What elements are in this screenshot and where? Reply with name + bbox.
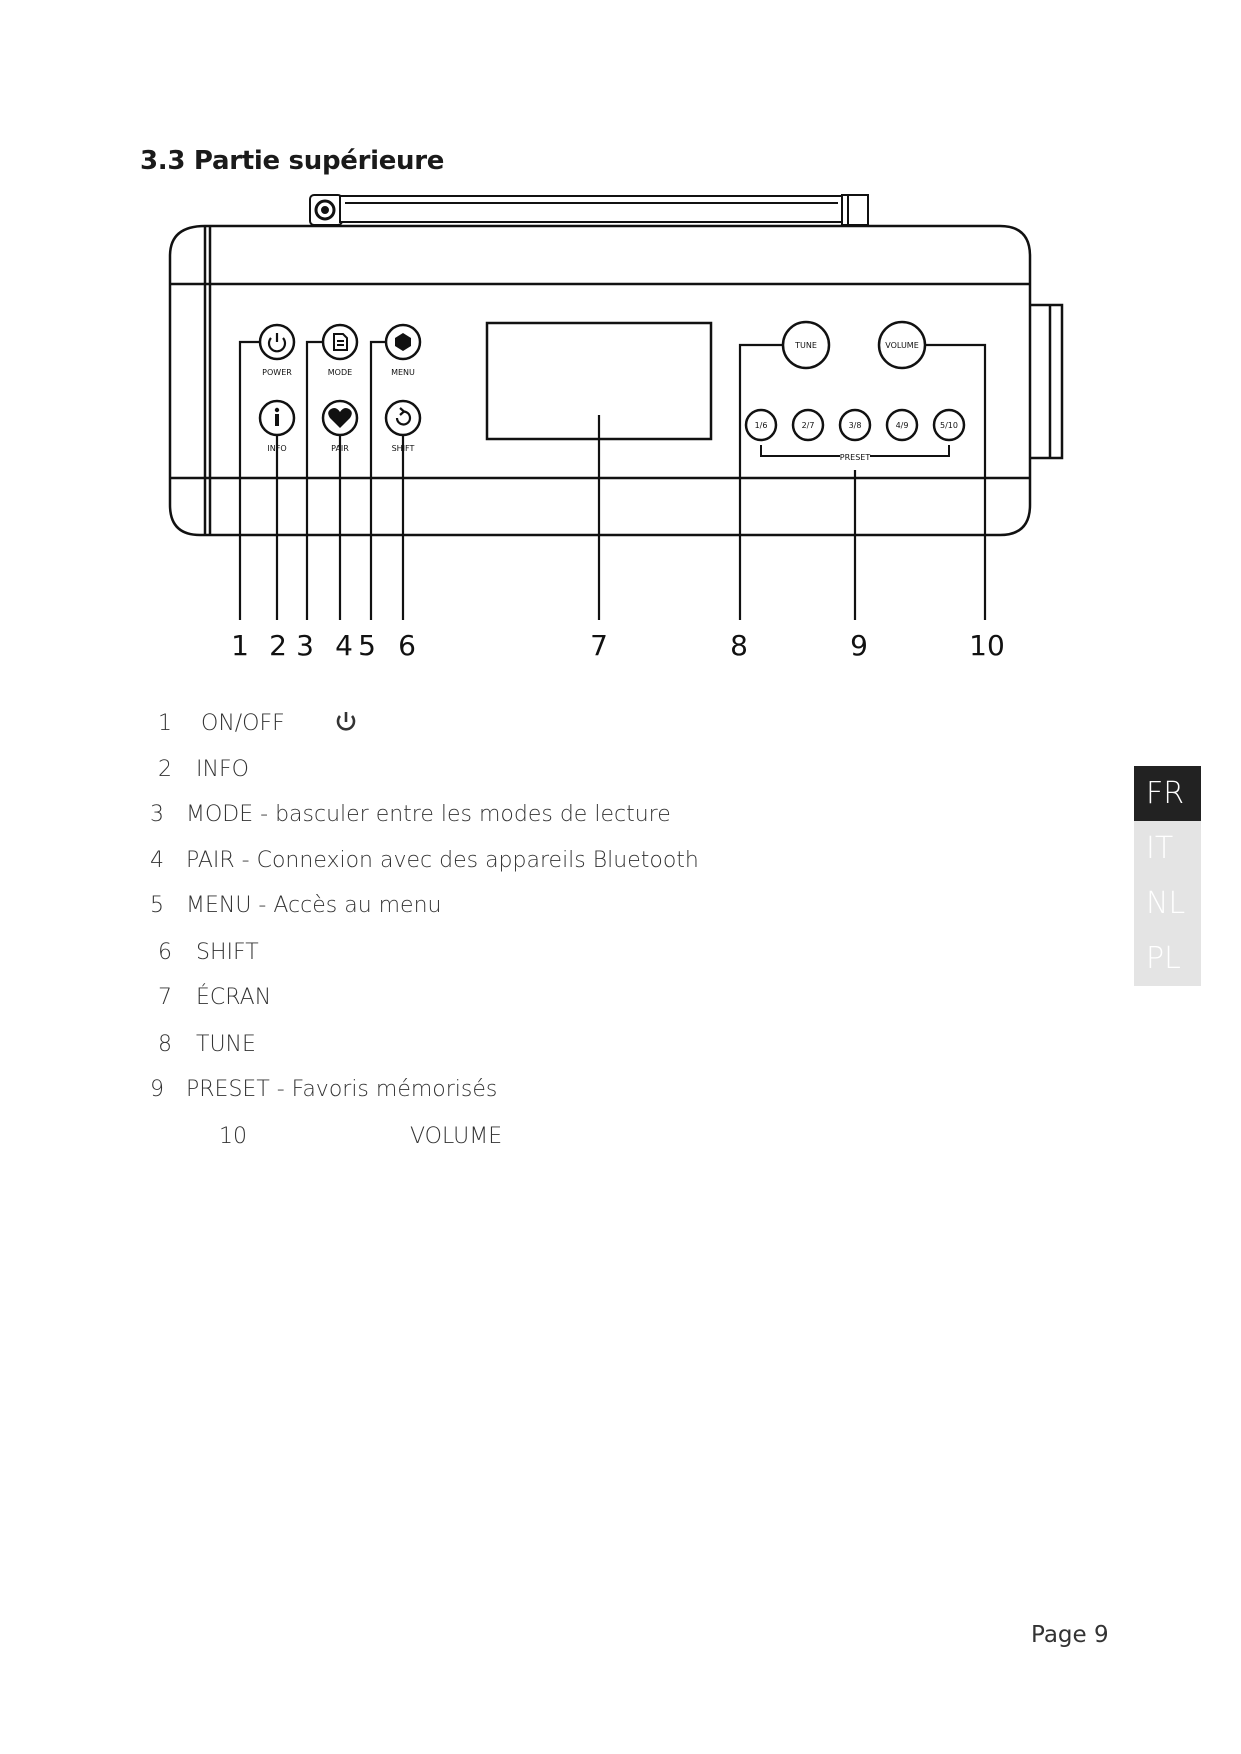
lang-tab-nl[interactable]: NL — [1134, 876, 1201, 931]
legend-item — [158, 985, 271, 1010]
lang-tab-it[interactable]: IT — [1134, 821, 1201, 876]
legend-num: 7 — [158, 985, 172, 1010]
legend-item — [158, 711, 285, 736]
legend-text: MODE - basculer entre les modes de lecture — [186, 802, 671, 827]
language-tabs — [1134, 766, 1201, 986]
tune-label: TUNE — [795, 341, 817, 350]
legend-item — [158, 940, 259, 965]
legend-item — [219, 1124, 502, 1149]
power-icon — [335, 710, 357, 734]
lang-tab-pl[interactable]: PL — [1134, 931, 1201, 986]
legend-num: 4 — [150, 848, 164, 873]
legend-item — [150, 1077, 497, 1102]
callout-5: 5 — [358, 629, 376, 662]
power-label: POWER — [262, 368, 292, 377]
legend-num: 2 — [158, 757, 172, 782]
legend-item — [150, 848, 699, 873]
legend-num: 6 — [158, 940, 172, 965]
callout-9: 9 — [850, 629, 868, 662]
legend-num: 9 — [150, 1077, 164, 1102]
antenna — [310, 195, 868, 225]
section-title: 3.3 Partie supérieure — [140, 146, 445, 176]
shift-label: SHIFT — [391, 444, 415, 453]
legend-text: MENU - Accès au menu — [186, 893, 442, 918]
callout-8: 8 — [730, 629, 748, 662]
preset-2-label: 2/7 — [801, 421, 815, 430]
legend-text: SHIFT — [196, 940, 259, 965]
preset-label: PRESET — [839, 453, 871, 462]
callout-10: 10 — [969, 629, 1005, 662]
page-number: Page 9 — [1031, 1622, 1109, 1648]
legend-num: 1 — [158, 711, 172, 736]
legend-text: PAIR - Connexion avec des appareils Bluetooth — [186, 848, 699, 873]
legend-num: 3 — [150, 802, 164, 827]
legend-text: VOLUME — [410, 1124, 503, 1149]
legend-num: 8 — [158, 1032, 172, 1057]
radio-body — [170, 226, 1062, 535]
legend-text: ÉCRAN — [196, 985, 272, 1010]
legend-item — [150, 802, 671, 827]
pair-label: PAIR — [331, 444, 349, 453]
legend-text: INFO — [196, 757, 249, 782]
callout-lines — [240, 342, 985, 620]
callout-1: 1 — [231, 629, 249, 662]
callout-7: 7 — [590, 629, 608, 662]
info-label: INFO — [267, 444, 287, 453]
callout-2: 2 — [269, 629, 287, 662]
preset-4-label: 4/9 — [895, 421, 909, 430]
legend-text: PRESET - Favoris mémorisés — [186, 1077, 498, 1102]
callout-3: 3 — [296, 629, 314, 662]
lang-tab-fr[interactable]: FR — [1134, 766, 1201, 821]
shift-button — [386, 401, 420, 435]
callout-4: 4 — [335, 629, 353, 662]
legend-text: TUNE — [196, 1032, 256, 1057]
legend-num: 10 — [219, 1124, 247, 1149]
info-glyph-icon — [275, 408, 279, 426]
legend-item — [158, 757, 249, 782]
preset-5-label: 5/10 — [940, 421, 958, 430]
preset-1-label: 1/6 — [754, 421, 768, 430]
legend-item — [158, 1032, 256, 1057]
radio-top-view-diagram — [0, 0, 1241, 700]
legend-text: ON/OFF — [201, 711, 285, 736]
preset-3-label: 3/8 — [848, 421, 862, 430]
menu-label: MENU — [391, 368, 415, 377]
mode-label: MODE — [327, 368, 353, 377]
callout-6: 6 — [398, 629, 416, 662]
legend-num: 5 — [150, 893, 164, 918]
volume-label: VOLUME — [885, 341, 919, 350]
legend-item — [150, 893, 441, 918]
